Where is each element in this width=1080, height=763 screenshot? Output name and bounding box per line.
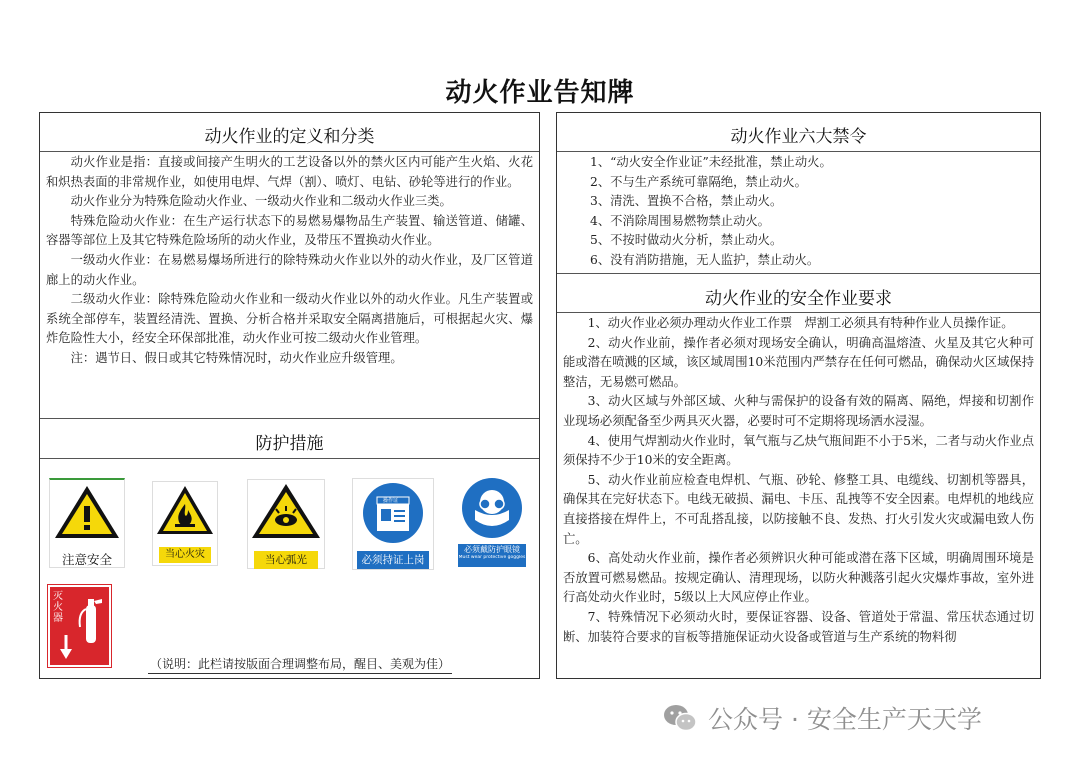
divider bbox=[40, 418, 539, 419]
requirement-item: 6、高处动火作业前，操作者必须辨识火种可能或潜在落下区域，明确周围环境是否放置可燃易燃品。按规定确认、清理现场，以防火种溅落引起火灾爆炸事故，室外进行高处动火作业时，5级以上大风应停止作业。 bbox=[563, 551, 1034, 605]
fire-extinguisher-sign bbox=[48, 585, 111, 667]
divider bbox=[557, 151, 1040, 152]
definition-paragraph: 一级动火作业：在易燃易爆场所进行的除特殊动火作业以外的动火作业，及厂区管道廊上的动火作业。 bbox=[46, 252, 533, 287]
requirements-text bbox=[563, 314, 1034, 676]
requirement-item: 7、特殊情况下必须动火时，要保证容器、设备、管道处于常温、常压状态通过切断、加装符合要求的盲板等措施保证动火设备或管道与生产系统的物料彻 bbox=[563, 609, 1034, 644]
requirement-item: 2、动火作业前，操作者必须对现场安全确认，明确高温熔渣、火星及其它火种可能或潜在喷溅的区域，该区域周围10米范围内严禁存在任何可燃品，确保动火区域保持整洁，无易燃可燃品。 bbox=[563, 335, 1034, 389]
fire-warning-sign bbox=[152, 481, 218, 566]
goggles-subtext: Must wear protective goggles bbox=[458, 555, 526, 567]
requirements-heading: 动火作业的安全作业要求 bbox=[705, 289, 892, 309]
layout-note: （说明：此栏请按版面合理调整布局，醒目、美观为佳） bbox=[148, 655, 452, 674]
caution-sign bbox=[49, 478, 125, 568]
goggles-required-sign bbox=[457, 476, 527, 570]
page-title: 动火作业告知牌 bbox=[445, 78, 635, 108]
prohibition-item: 4、不消除周围易燃物禁止动火。 bbox=[590, 213, 770, 228]
left-panel bbox=[39, 112, 540, 679]
prohibitions-heading: 动火作业六大禁令 bbox=[730, 127, 867, 147]
prohibition-item: 6、没有消防措施，无人监护，禁止动火。 bbox=[590, 252, 820, 267]
warning-triangle-icon bbox=[50, 480, 124, 542]
divider bbox=[557, 273, 1040, 274]
certificate-label: 必须持证上岗 bbox=[357, 551, 429, 569]
definition-paragraph: 注：遇节日、假日或其它特殊情况时，动火作业应升级管理。 bbox=[70, 350, 403, 365]
fire-hazard-icon bbox=[153, 482, 217, 540]
protection-heading: 防护措施 bbox=[255, 434, 324, 454]
requirement-item: 4、使用气焊割动火作业时，氧气瓶与乙炔气瓶间距不小于5米，二者与动火作业点须保持不少于10米的安全距离。 bbox=[563, 433, 1034, 468]
definition-paragraph: 动火作业是指：直接或间接产生明火的工艺设备以外的禁火区内可能产生火焰、火花和炽热表面的非常规作业，如使用电焊、气焊（割）、喷灯、电钻、砂轮等进行的作业。 bbox=[46, 155, 533, 189]
watermark-text: 公众号 · 安全生产天天学 bbox=[708, 705, 982, 734]
definition-paragraph: 动火作业分为特殊危险动火作业、一级动火作业和二级动火作业三类。 bbox=[70, 194, 452, 209]
prohibition-item: 1、“动火安全作业证”未经批准，禁止动火。 bbox=[590, 155, 832, 169]
divider bbox=[40, 151, 539, 152]
certificate-required-sign bbox=[352, 478, 434, 570]
arc-light-icon bbox=[248, 480, 324, 542]
divider bbox=[557, 312, 1040, 313]
wechat-icon bbox=[662, 703, 698, 733]
definition-heading: 动火作业的定义和分类 bbox=[204, 127, 375, 147]
definition-text bbox=[46, 153, 533, 369]
certificate-icon bbox=[353, 479, 433, 545]
prohibition-item: 2、不与生产系统可靠隔绝，禁止动火。 bbox=[590, 174, 807, 189]
definition-paragraph: 特殊危险动火作业：在生产运行状态下的易燃易爆物品生产装置、输送管道、储罐、容器等部位上及其它特殊危险场所的动火作业，及带压不置换动火作业。 bbox=[46, 213, 533, 248]
prohibition-item: 5、不按时做动火分析，禁止动火。 bbox=[590, 233, 783, 248]
fire-warning-label: 当心火灾 bbox=[159, 547, 211, 563]
arc-light-label: 当心弧光 bbox=[254, 551, 318, 569]
requirement-item: 1、动火作业必须办理动火作业工作票 焊割工必须具有特种作业人员操作证。 bbox=[587, 316, 1014, 330]
goggles-icon bbox=[457, 476, 527, 540]
prohibitions-list bbox=[590, 153, 1034, 271]
watermark bbox=[662, 700, 982, 736]
fire-extinguisher-icon bbox=[50, 587, 109, 665]
definition-paragraph: 二级动火作业：除特殊危险动火作业和一级动火作业以外的动火作业。凡生产装置或系统全部停车，装置经清洗、置换、分析合格并采取安全隔离措施后，可根据起火灾、爆炸危险性大小，经安全环保部批准，动火作业可按二级动火作业管理。 bbox=[46, 292, 533, 346]
prohibition-item: 3、清洗、置换不合格，禁止动火。 bbox=[590, 194, 783, 209]
requirement-item: 5、动火作业前应检查电焊机、气瓶、砂轮、修整工具、电缆线、切割机等器具，确保其在完好状态下。电线无破损、漏电、卡压、乱拽等不安全因素。电焊机的地线应直接搭接在焊件上，不可乱搭乱接，以防接触不良、发热、打火引发火灾或漏电致人伤亡。 bbox=[563, 472, 1034, 546]
arc-light-warning-sign bbox=[247, 479, 325, 569]
requirement-item: 3、动火区域与外部区域、火种与需保护的设备有效的隔离、隔绝，焊接和切割作业现场必须配备至少两具灭火器，必要时可不定期将现场洒水浸湿。 bbox=[563, 394, 1034, 428]
right-panel bbox=[556, 112, 1041, 679]
certificate-top-text: 操作证 bbox=[383, 498, 399, 504]
divider bbox=[40, 458, 539, 459]
goggles-label: 必须戴防护眼镜 bbox=[458, 544, 526, 555]
caution-sign-label: 注意安全 bbox=[61, 552, 112, 567]
fire-extinguisher-label: 灭火器 bbox=[53, 591, 63, 624]
